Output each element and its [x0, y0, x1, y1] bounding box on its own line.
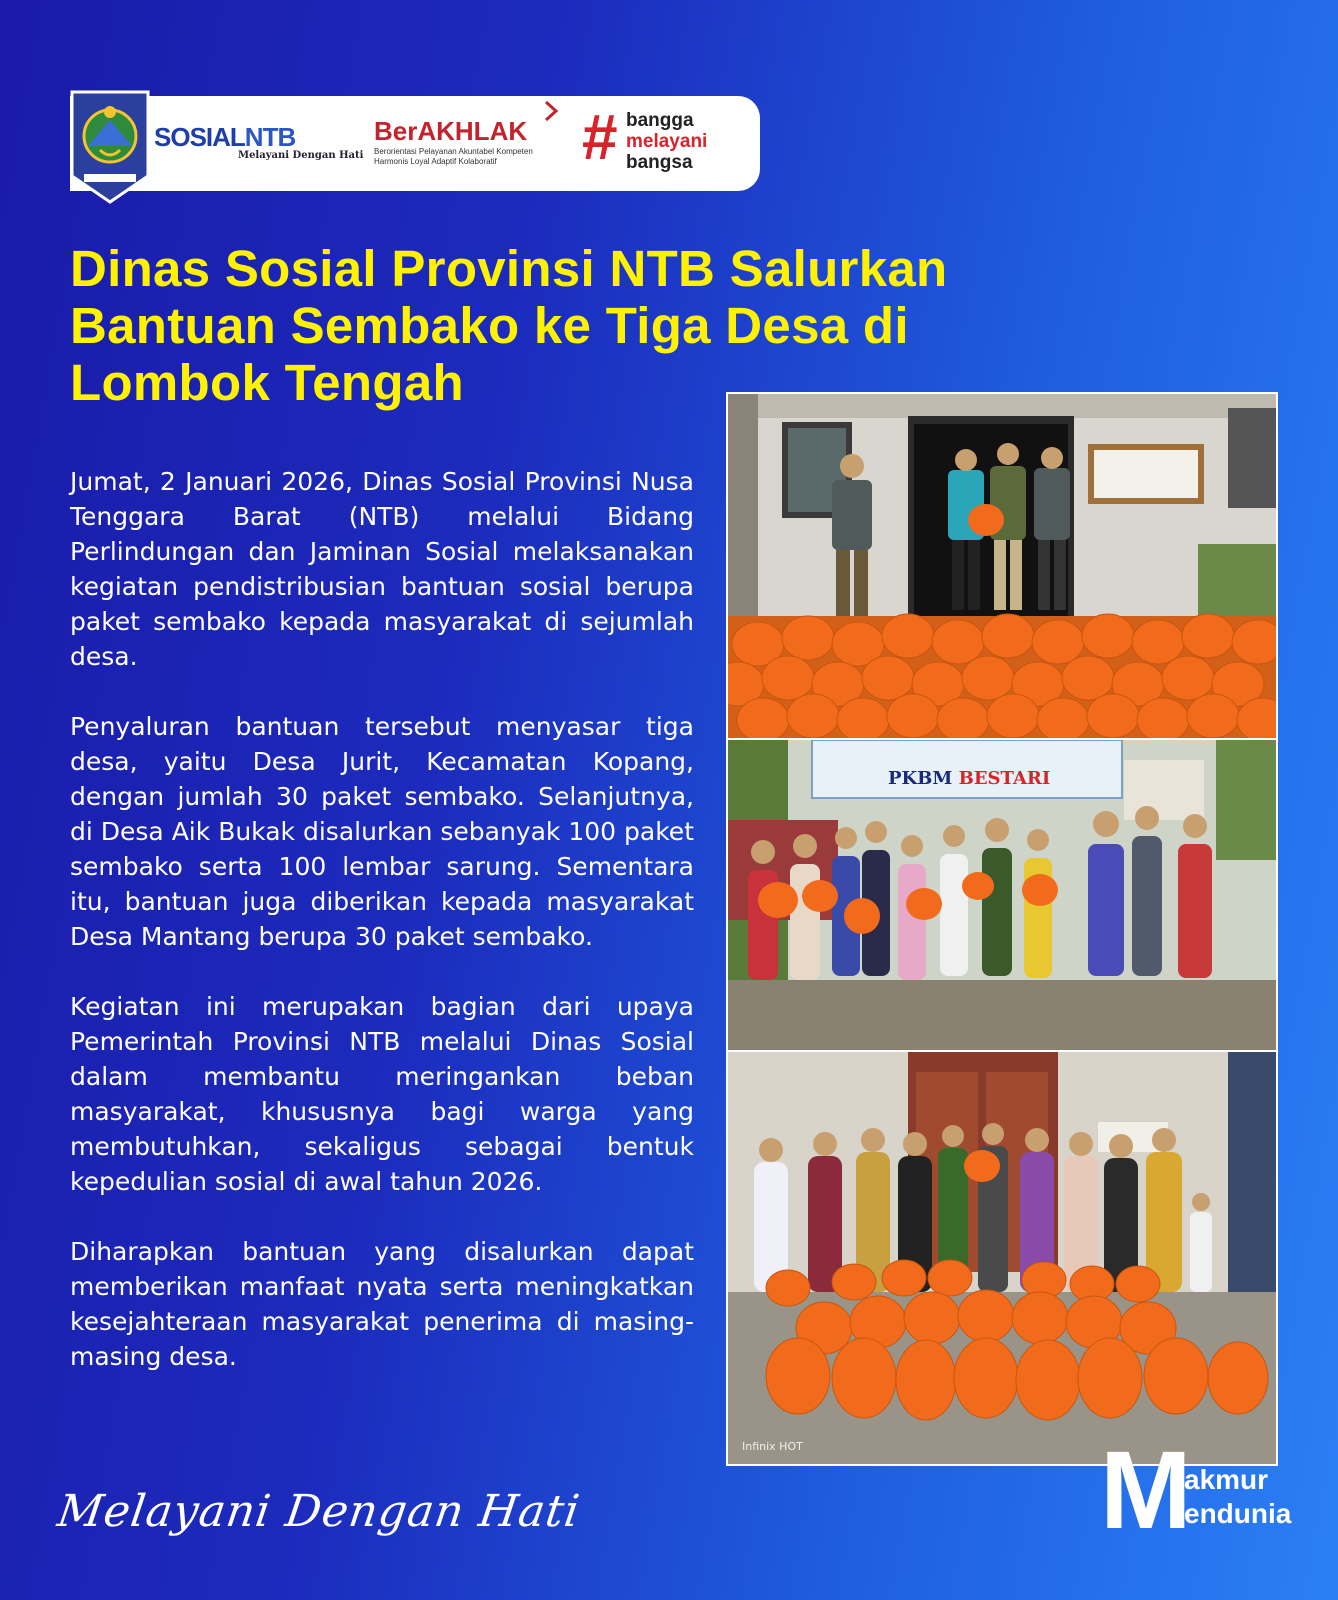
brand-letter-m: M — [1100, 1429, 1192, 1552]
brand-word-bottom: endunia — [1184, 1498, 1292, 1529]
paragraph-1: Jumat, 2 Januari 2026, Dinas Sosial Provinsi Nusa Tenggara Barat (NTB) melalui Bidang Perlindungan dan Jaminan Sosial melaksanakan kegiatan pendistribusian bantuan sosial berupa paket sembako kepada masyarakat di sejumlah desa. — [70, 467, 694, 671]
photo-collage — [726, 392, 1278, 1466]
sosial-ntb-tagline: Melayani Dengan Hati — [238, 150, 364, 161]
article-headline: Dinas Sosial Provinsi NTB Salurkan Bantuan Sembako ke Tiga Desa di Lombok Tengah — [70, 240, 948, 411]
article-body — [70, 464, 694, 1374]
sosial-ntb-logo — [154, 122, 364, 166]
pkbm-banner-text: PKBM BESTARI — [888, 768, 1051, 789]
photo-handover-doorway — [728, 394, 1276, 738]
berakhlak-logo — [374, 116, 564, 176]
bangga-line1: bangga — [626, 110, 694, 131]
brand-word-top: akmur — [1184, 1464, 1269, 1495]
paragraph-2: Penyaluran bantuan tersebut menyasar tiga desa, yaitu Desa Jurit, Kecamatan Kopang, dengan jumlah 30 paket sembako. Selanjutnya, di Desa Aik Bukak disalurkan sebanyak 100 paket sembako serta 100 lembar sarung. Sementara itu, bantuan juga diberikan kepada masyarakat Desa Mantang berupa 30 paket sembako. — [70, 712, 694, 951]
camera-watermark: Infinix HOT — [742, 1440, 803, 1453]
paragraph-3: Kegiatan ini merupakan bagian dari upaya Pemerintah Provinsi NTB melalui Dinas Sosial dalam membantu meringankan beban masyarakat, khususnya bagi warga yang membutuhkan, sekaligus sebagai bentuk kepedulian sosial di awal tahun 2026. — [70, 992, 694, 1196]
bangga-melayani-bangsa-logo — [582, 101, 742, 178]
footer-signature: Melayani Dengan Hati — [54, 1486, 584, 1537]
hashtag-icon: # — [582, 101, 618, 173]
berakhlak-wordmark: BerAKHLAK — [374, 116, 528, 146]
photo-pkbm-group — [728, 740, 1276, 1050]
paragraph-4: Diharapkan bantuan yang disalurkan dapat memberikan manfaat nyata serta meningkatkan kesejahteraan masyarakat penerima di masing-masing desa. — [70, 1237, 694, 1371]
makmur-mendunia-logo — [1100, 1429, 1300, 1552]
photo-village-group — [728, 1052, 1276, 1464]
sosial-ntb-wordmark: SOSIALNTB — [154, 122, 296, 152]
bangga-line2: melayani — [626, 131, 708, 152]
chevron-right-icon — [542, 100, 560, 122]
provincial-emblem-icon — [70, 90, 150, 204]
berakhlak-line1: Berorientasi Pelayanan Akuntabel Kompeten — [374, 147, 533, 156]
bangga-line3: bangsa — [626, 152, 693, 173]
berakhlak-line2: Harmonis Loyal Adaptif Kolaboratif — [374, 157, 497, 166]
